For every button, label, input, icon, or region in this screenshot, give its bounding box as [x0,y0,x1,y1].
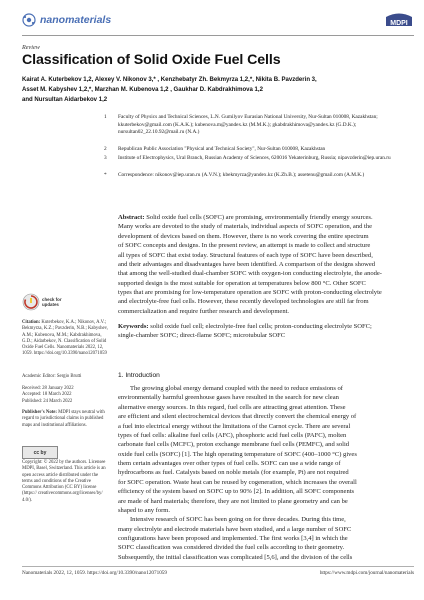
intro-line: The growing global energy demand coupled with the need to reduce emissions of [130,385,343,392]
intro-line: configurations have been proposed and implemented. The first works [3,4] in which the [118,535,348,542]
affiliation-number: 2 [104,146,107,152]
section-heading-introduction: 1. Introduction [118,372,160,379]
affiliation-number: * [104,172,107,178]
intro-line: shaped to any form. [118,506,170,514]
intro-line: for SOFC operation. Waste heat can be reused by cogeneration, which increases the overall [118,478,357,486]
editor-label: Academic Editor: [22,374,56,379]
authors-line-2: Asset M. Kabyshev 1,2,*, Marzhan M. Kubenova 1,2 , Gaukhar D. Kabdrakhimova 1,2 [22,86,263,93]
article-title: Classification of Solid Oxide Fuel Cells [22,52,281,68]
intro-line: types of fuel cells: alkaline fuel cells (AFC), phosphoric acid fuel cells (PAFC), molten [118,431,347,439]
footer-divider [22,566,414,567]
affiliation-text: Correspondence: nikonov@iep.uran.ru (A.V.N.); kbekmyrza@yandex.kz (K.Zh.B.); assetenu@gmail.com (A.M.K.) [118,172,365,178]
footer-citation[interactable]: Nanomaterials 2022, 12, 1059. https://doi.org/10.3390/nano12071059 [22,570,167,576]
abstract-line: development of devices based on them. However, there is no work covering the entire spectrum [118,232,369,240]
abstract-line: and their advantages and disadvantages have been identified. A comparison of the designs showed [118,260,376,268]
updates-label-line: check for [42,297,62,302]
cc-license-badge[interactable]: cc by [22,446,58,459]
intro-line: efficiency of the system based on SOFC up to 90% [2]. In addition, all SOFC components [118,488,355,496]
journal-logo[interactable] [22,13,111,27]
abstract-line: Solid oxide fuel cells (SOFC) are promising, environmentally friendly energy sources. [146,214,373,221]
citation-label: Citation: [22,320,41,325]
affiliation-text: Institute of Electrophysics, Ural Branch, Russian Academy of Sciences, 620016 Yekaterinburg, Russia; nipavzderin@iep.uran.ru [118,155,391,161]
sidebar-academic-editor [22,374,108,380]
affiliation-1 [104,114,408,137]
abstract-line: supported design is the most suitable for operation at temperatures below 800 °C. Other SOFC [118,279,366,287]
abstract-label: Abstract: [118,214,145,221]
publisher-name: MDPI [390,20,408,27]
affiliation-number: 3 [104,155,107,161]
keywords-line: solid oxide fuel cell; electrolyte-free fuel cells; proton-conducting electrolyte SOFC; [150,323,372,330]
intro-line: Intensive research of SOFC has been going on for three decades. During this time, [130,516,346,524]
editor-name: Sergio Brutti [56,374,82,379]
affiliation-3 [104,155,408,163]
journal-name: nanomaterials [40,14,112,26]
abstract-line: types that are promising for low-temperature operation are SOFC with proton-conducting electrolyte [118,289,382,296]
intro-line: them certain advantages over other types of fuel cells. SOFC can use a wide range of [118,460,341,467]
published-date: Published: 24 March 2022 [22,398,73,404]
intro-line: environmentally harmful greenhouse gases have resulted in the search for new clean [118,394,339,402]
check-for-updates-icon [22,293,40,311]
article-type: Review [22,44,40,51]
publisher-note-label: Publisher's Note: [22,410,57,415]
abstract-line: all types of SOFC that exist today. Structural features of each type of SOFC have been described, [118,251,373,259]
affiliation-number: 1 [104,114,107,120]
intro-line: hydrocarbons as fuel. Catalysts based on noble metals (for example, Pt) are not required [118,469,349,477]
sidebar-copyright [22,460,108,504]
mdpi-logo-icon[interactable] [384,12,414,29]
introduction-body [118,384,408,562]
sidebar-dates [22,386,108,405]
header-divider [22,35,414,36]
affiliation-text: Republican Public Association "Physical and Technical Society", Nur-Sultan 010008, Kazakhstan [118,146,326,152]
footer-journal-url[interactable]: https://www.mdpi.com/journal/nanomaterials [319,570,414,576]
check-for-updates-label [42,297,62,307]
received-date: Received: 28 January 2022 [22,386,74,391]
affiliation-2 [104,146,408,154]
intro-line: carbonate fuel cells (MCFC), proton exchange membrane fuel cells (PEMFC), and solid [118,441,350,449]
keywords-line: single-chamber SOFC; direct-flame SOFC; microtubular SOFC [118,332,286,340]
keywords-label: Keywords: [118,323,149,330]
intro-line: alternative energy sources. In this regard, fuel cells are attracting great attention. These [118,403,346,411]
intro-line: a fuel into electrical energy without the limitations of the Carnot cycle. There are several [118,422,351,430]
accepted-date: Accepted: 18 March 2022 [22,392,72,398]
intro-line: oxide fuel cells (SOFC) [1]. The high operating temperature of SOFC (400–1000 °C) gives [118,450,357,458]
affiliation-correspondence [104,172,408,180]
affiliation-text: Faculty of Physics and Technical Sciences, L.N. Gumilyov Eurasian National University, Nur-Sultan 010008, Kazakhstan; kkuterbekov@gmail.com (K.A.K.); kubenova.m@yandex.kz (M.M.K.); gkabdrakhimova@yandex.kz (G.D.K.); nursultan02_22.10.92@mail.ru (N.A.) [118,114,378,135]
abstract-line: that among the well-studied dual-chamber SOFC with oxygen-ion conducting electrolyte, the anode- [118,270,382,278]
updates-label-line: updates [42,302,59,307]
abstract-line: commercialization and require further research and development. [118,307,290,315]
abstract [118,213,408,316]
authors-line-1: Kairat A. Kuterbekov 1,2, Alexey V. Nikonov 3,* , Kenzhebatyr Zh. Bekmyrza 1,2,*, Nikita B. Pavzderin 3, [22,77,317,83]
intro-line: are efficient and silent electrochemical devices that directly convert the chemical energy of [118,413,357,421]
journal-logo-icon [22,13,36,27]
intro-line: Subsequently, the initial classification was complicated [5,6], and the division of the cells [118,553,353,561]
intro-line: many electrolyte and electrode materials have been studied, and a large number of SOFC [118,525,352,533]
abstract-line: of SOFC concepts and designs. In the present review, an attempt is made to collect and structure [118,242,371,250]
abstract-line: and electrolyte-free fuel cells. However, these recently developed technologies are still far from [118,298,369,306]
keywords [118,322,408,341]
abstract-line: Many works are devoted to the study of materials, individual aspects of SOFC operation, and the [118,223,373,231]
intro-line: SOFC classification was considered divided the fuel cells according to their geometry. [118,544,345,552]
check-for-updates-badge[interactable] [22,290,62,314]
intro-line: are made of hard materials; therefore, they are not limited to plane geometry and can be [118,497,348,505]
author-list [22,76,412,105]
authors-line-3: and Nursultan Aidarbekov 1,2 [22,96,108,103]
publisher-note-text: MDPI stays neutral with regard to jurisdictional claims in published maps and institutional affiliations. [22,410,105,428]
sidebar-citation [22,320,108,358]
citation-text: Kuterbekov, K.A.; Nikonov, A.V.; Bekmyrza, K.Z.; Pavzderin, N.B.; Kabyshev, A.M.; Kubenova, M.M.; Kabdrakhimova, G.D.; Aidarbekov, N. Classification of Solid Oxide Fuel Cells. Nanomaterials 2022, 12, 1059. https://doi.org/10.3390/nano12071059 [22,320,108,357]
sidebar-publisher-note [22,410,108,429]
copyright-text: Copyright: © 2022 by the authors. Licensee MDPI, Basel, Switzerland. This article is an open access article distributed under the terms and conditions of the Creative Commons Attribution (CC BY) license (https:// creativecommons.org/licenses/by/ 4.0/). [22,460,106,503]
